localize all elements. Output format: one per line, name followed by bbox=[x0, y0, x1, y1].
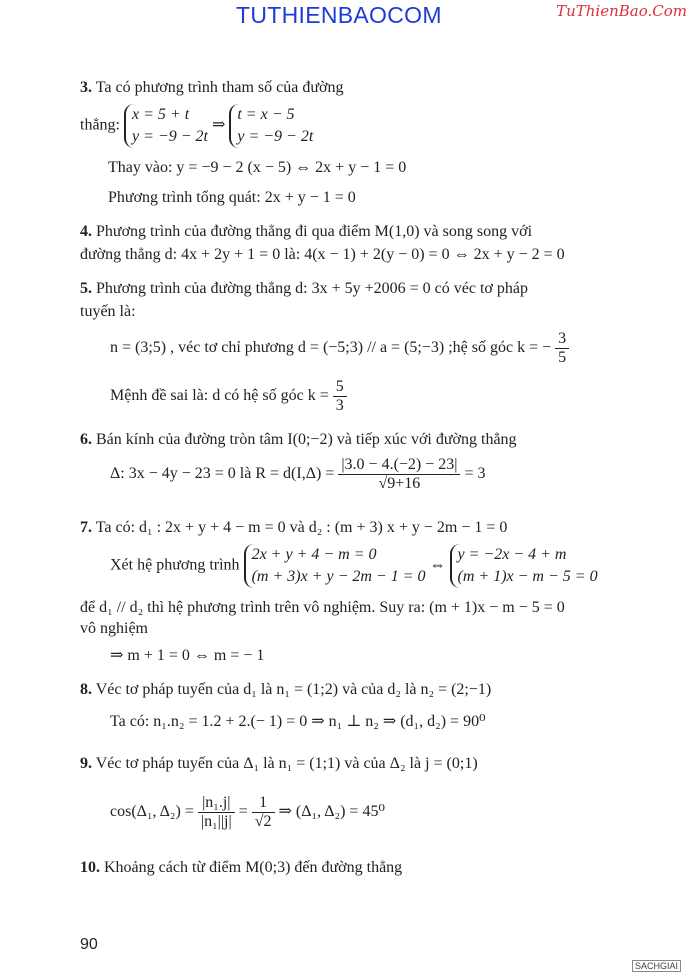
p9-line1-text: Véc tơ pháp tuyến của Δ₁ là n₁ = (1;1) và của Δ₂ là j = (0;1) bbox=[95, 755, 478, 772]
p5-slope-fraction bbox=[555, 330, 569, 367]
p6-line1 bbox=[80, 430, 517, 450]
p8-line2: Ta có: n₁.n₂ = 1.2 + 2.(− 1) = 0 ⇒ n₁ ⊥ n₂ ⇒ (d₁, d₂) = 90⁰ bbox=[110, 713, 486, 730]
p3-number: 3. bbox=[80, 79, 92, 96]
p5-slope-den: 5 bbox=[558, 349, 567, 366]
p3-systems bbox=[80, 104, 313, 148]
p8-line1-text: Véc tơ pháp tuyến của d₁ là n₁ = (1;2) và của d₂ là n₂ = (2;−1) bbox=[95, 681, 492, 698]
sachgiai-logo: SACHGIAI bbox=[632, 960, 681, 972]
p7-number: 7. bbox=[80, 519, 92, 536]
p9-cos-pre: cos(Δ₁, Δ₂) = bbox=[110, 803, 194, 821]
p3-sys2-a: t = x − 5 bbox=[237, 106, 295, 123]
p4-line1 bbox=[80, 222, 532, 242]
p7-sys-label: Xét hệ phương trình bbox=[110, 556, 240, 574]
p7-systems bbox=[110, 544, 598, 588]
p9-cos-fraction bbox=[198, 794, 235, 831]
p9-cos bbox=[110, 794, 385, 831]
p3-sys1-a: x = 5 + t bbox=[132, 106, 190, 123]
p3-intro-text: Ta có phương trình tham số của đường bbox=[95, 79, 344, 96]
p9-one-over-sqrt2 bbox=[252, 794, 275, 831]
p8-number: 8. bbox=[80, 681, 92, 698]
p5-number: 5. bbox=[80, 280, 92, 297]
p6-number: 6. bbox=[80, 431, 92, 448]
p5-false-fraction bbox=[333, 378, 347, 415]
p3-substitution: Thay vào: y = −9 − 2 (x − 5) ⇔ 2x + y − 1 = 0 bbox=[108, 159, 407, 176]
p6-post: = 3 bbox=[464, 465, 486, 483]
p9-one: 1 bbox=[252, 794, 275, 813]
p3-system-1 bbox=[124, 104, 208, 148]
page-number: 90 bbox=[80, 936, 98, 953]
p9-eq: = bbox=[238, 803, 248, 821]
p10-line1-text: Khoảng cách từ điểm M(0;3) đến đường thẳng bbox=[104, 859, 403, 876]
p6-distance-fraction bbox=[338, 456, 460, 493]
p7-system-1 bbox=[244, 544, 426, 588]
p3-system-2 bbox=[229, 104, 313, 148]
p4-line1-text: Phương trình của đường thẳng đi qua điểm M(1,0) và song song với bbox=[96, 223, 533, 240]
p7-s1b: (m + 3)x + y − 2m − 1 = 0 bbox=[251, 568, 426, 585]
p5-line2: tuyến là: bbox=[80, 303, 136, 320]
p7-line3: để d₁ // d₂ thì hệ phương trình trên vô nghiệm. Suy ra: (m + 1)x − m − 5 = 0 bbox=[80, 599, 565, 616]
p7-line5: ⇒ m + 1 = 0 ⇔ m = − 1 bbox=[110, 647, 265, 664]
p3-sys2-b: y = −9 − 2t bbox=[237, 128, 314, 145]
site-header: TUTHIENBAOCOM bbox=[236, 2, 442, 28]
p6-line1-text: Bán kính của đường tròn tâm I(0;−2) và tiếp xúc với đường thẳng bbox=[96, 431, 517, 448]
p5-line1 bbox=[80, 279, 528, 299]
p10-line1 bbox=[80, 858, 402, 878]
p3-intro bbox=[80, 78, 343, 98]
p3-prefix: thẳng: bbox=[80, 116, 120, 134]
p9-sqrt2: √2 bbox=[254, 813, 272, 830]
p5-slope-num: 3 bbox=[555, 330, 569, 349]
p9-number: 9. bbox=[80, 755, 92, 772]
p9-cos-num: |n₁.j| bbox=[198, 794, 235, 813]
p6-radius bbox=[110, 456, 486, 493]
p5-false-statement bbox=[110, 378, 347, 415]
p5-false-text: Mệnh đề sai là: d có hệ số góc k = bbox=[110, 387, 329, 405]
p7-line1-text: Ta có: d₁ : 2x + y + 4 − m = 0 và d₂ : (m + 3) x + y − 2m − 1 = 0 bbox=[95, 519, 508, 536]
p4-number: 4. bbox=[80, 223, 92, 240]
p7-line1 bbox=[80, 518, 507, 538]
p7-s1a: 2x + y + 4 − m = 0 bbox=[251, 546, 377, 563]
p5-vectors bbox=[110, 330, 569, 367]
p6-den: √9+16 bbox=[378, 475, 421, 492]
p5-false-den: 3 bbox=[335, 397, 344, 414]
p3-general-equation: Phương trình tổng quát: 2x + y − 1 = 0 bbox=[108, 189, 356, 206]
p6-num: |3.0 − 4.(−2) − 23| bbox=[338, 456, 460, 475]
p7-s2a: y = −2x − 4 + m bbox=[457, 546, 567, 563]
p7-system-2 bbox=[450, 544, 598, 588]
p7-iff: ⇔ bbox=[429, 556, 446, 574]
p5-vector-text: n = (3;5) , véc tơ chỉ phương d = (−5;3) // a = (5;−3) ;hệ số góc k = − bbox=[110, 339, 552, 357]
p8-line1 bbox=[80, 680, 491, 700]
p5-false-num: 5 bbox=[333, 378, 347, 397]
p10-number: 10. bbox=[80, 859, 100, 876]
p7-s2b: (m + 1)x − m − 5 = 0 bbox=[457, 568, 598, 585]
brand-watermark: TuThienBao.Com bbox=[556, 2, 687, 20]
p4-line2: đường thẳng d: 4x + 2y + 1 = 0 là: 4(x − 1) + 2(y − 0) = 0 ⇔ 2x + y − 2 = 0 bbox=[80, 246, 565, 263]
p9-cos-den: |n₁||j| bbox=[200, 813, 232, 830]
p3-arrow: ⇒ bbox=[211, 116, 226, 134]
p5-line1-text: Phương trình của đường thẳng d: 3x + 5y +2006 = 0 có véc tơ pháp bbox=[96, 280, 528, 297]
p6-pre: Δ: 3x − 4y − 23 = 0 là R = d(I,Δ) = bbox=[110, 465, 335, 483]
p7-line4: vô nghiệm bbox=[80, 620, 148, 637]
p3-sys1-b: y = −9 − 2t bbox=[132, 128, 208, 145]
p9-line1 bbox=[80, 754, 478, 774]
p9-result: ⇒ (Δ₁, Δ₂) = 45⁰ bbox=[278, 803, 385, 821]
